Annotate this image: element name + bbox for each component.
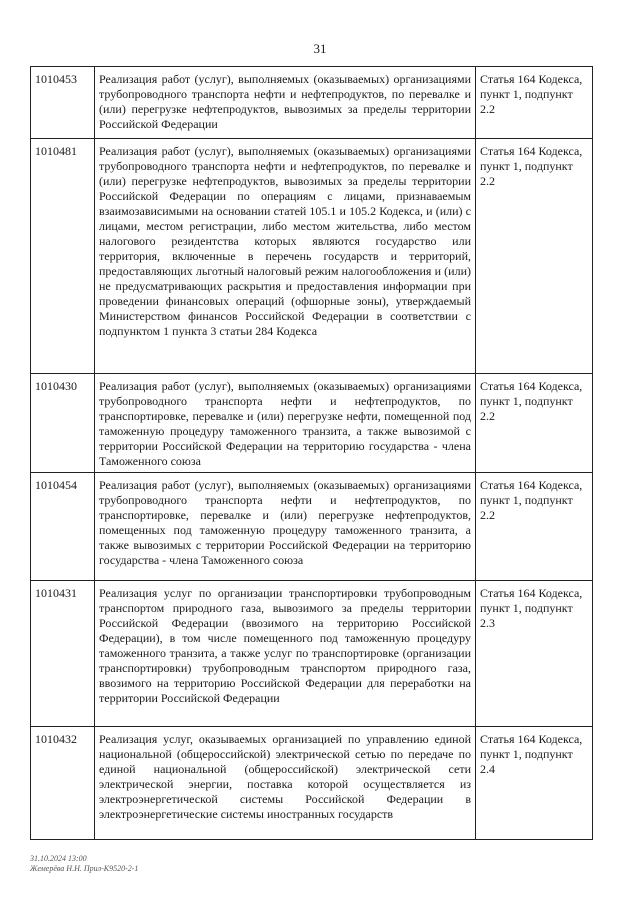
- table-row: [31, 139, 593, 374]
- table-row: [31, 374, 593, 473]
- operation-description: Реализация работ (услуг), выполняемых (оказываемых) организациями трубопроводного транспорта нефти и нефтепродуктов, по перевалке и (или) перегрузке нефтепродуктов, вывозимых за пределы территории Российской Федерации: [95, 67, 476, 139]
- code-article-reference: Статья 164 Кодекса, пункт 1, подпункт 2.2: [476, 374, 593, 473]
- operation-description: Реализация работ (услуг), выполняемых (оказываемых) организациями трубопроводного транспорта нефти и нефтепродуктов, по перевалке и (или) перегрузке нефтепродуктов, вывозимых за пределы территории Российской Федерации по операциям с лицами, признаваемым взаимозависимыми на основании статей 105.1 и 105.2 Кодекса, и (или) с лицами, местом регистрации, либо местом жительства, либо местом налогового резидентства которых являются государство или территория, включенные в перечень государств и территорий, предоставляющих льготный налоговый режим налогообложения и (или) не предусматривающих раскрытия и предоставления информации при проведении финансовых операций (офшорные зоны), утверждаемый Министерством финансов Российской Федерации в соответствии с подпунктом 1 пункта 3 статьи 284 Кодекса: [95, 139, 476, 374]
- code-article-reference: Статья 164 Кодекса, пункт 1, подпункт 2.2: [476, 139, 593, 374]
- table-row: [31, 67, 593, 139]
- code-article-reference: Статья 164 Кодекса, пункт 1, подпункт 2.4: [476, 727, 593, 840]
- operation-code: 1010432: [31, 727, 95, 840]
- table-row: [31, 473, 593, 581]
- operation-description: Реализация работ (услуг), выполняемых (оказываемых) организациями трубопроводного транспорта нефти и нефтепродуктов, по транспортировке, перевалке и (или) перегрузке нефти, помещенной под таможенную процедуру таможенного транзита, а также вывозимой с территории Российской Федерации на территорию государства - члена Таможенного союза: [95, 374, 476, 473]
- operation-code: 1010430: [31, 374, 95, 473]
- operation-code: 1010481: [31, 139, 95, 374]
- stamp-author-file: Жемерёва Н.Н. Прил-К9520-2-1: [30, 864, 139, 873]
- operations-code-table: [30, 66, 593, 840]
- operation-code: 1010453: [31, 67, 95, 139]
- code-article-reference: Статья 164 Кодекса, пункт 1, подпункт 2.2: [476, 67, 593, 139]
- operation-description: Реализация работ (услуг), выполняемых (оказываемых) организациями трубопроводного транспорта нефти и нефтепродуктов, по транспортировке, перевалке и (или) перегрузке нефтепродуктов, помещенных под таможенную процедуру таможенного транзита, а также вывозимых с территории Российской Федерации на территорию государства - члена Таможенного союза: [95, 473, 476, 581]
- table-row: [31, 581, 593, 727]
- operation-code: 1010431: [31, 581, 95, 727]
- operation-code: 1010454: [31, 473, 95, 581]
- code-article-reference: Статья 164 Кодекса, пункт 1, подпункт 2.2: [476, 473, 593, 581]
- operation-description: Реализация услуг, оказываемых организацией по управлению единой национальной (общероссийской) электрической сетью по передаче по единой национальной (общероссийской) электрической сети электрической энергии, поставка которой осуществляется из электроэнергетической системы Российской Федерации в электроэнергетические системы иностранных государств: [95, 727, 476, 840]
- document-stamp: [30, 854, 138, 874]
- code-article-reference: Статья 164 Кодекса, пункт 1, подпункт 2.3: [476, 581, 593, 727]
- stamp-datetime: 31.10.2024 13:00: [30, 854, 87, 863]
- operation-description: Реализация услуг по организации транспортировки трубопроводным транспортом природного газа, вывозимого за пределы территории Российской Федерации (ввозимого на территорию Российской Федерации), в том числе помещенного под таможенную процедуру таможенного транзита, а также услуг по транспортировке (организации транспортировки) трубопроводным транспортом природного газа, ввозимого на территорию Российской Федерации для переработки на территории Российской Федерации: [95, 581, 476, 727]
- page-number: 31: [313, 41, 327, 56]
- table-row: [31, 727, 593, 840]
